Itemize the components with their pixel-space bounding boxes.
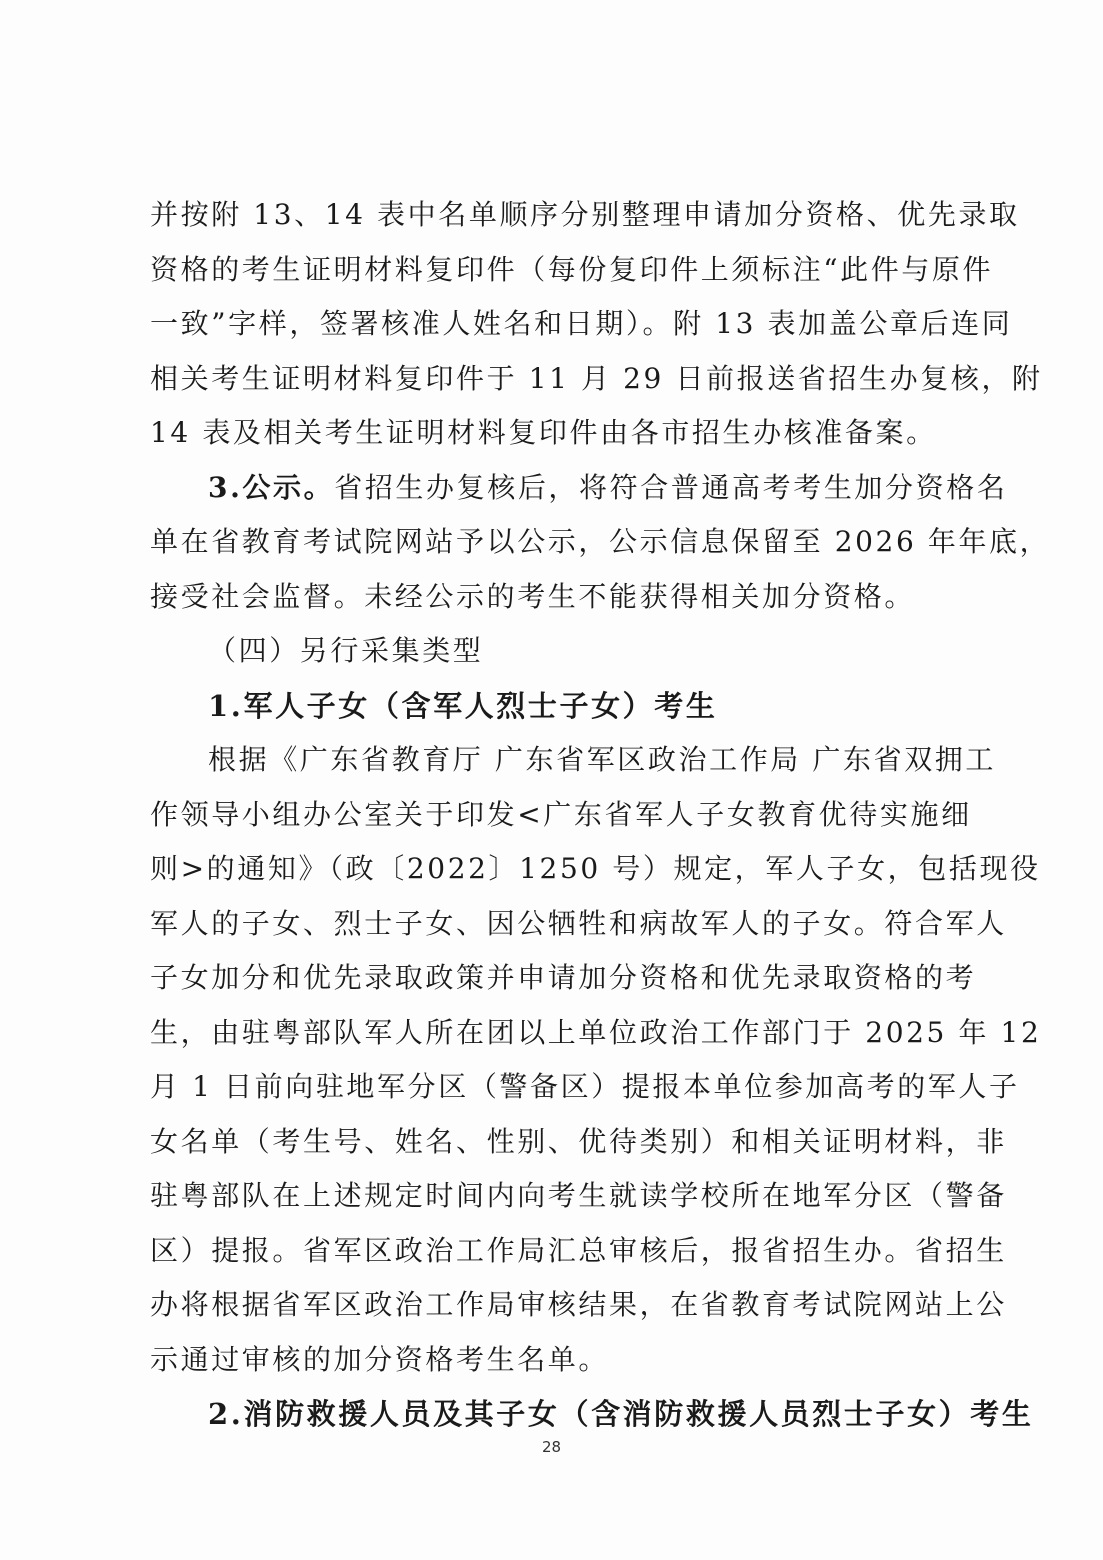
paragraph-3-line-4: 军人的子女、烈士子女、因公牺牲和病故军人的子女。符合军人 — [150, 906, 1007, 940]
paragraph-3-line-6: 生，由驻粤部队军人所在团以上单位政治工作部门于 2025 年 12 — [150, 1015, 1042, 1049]
paragraph-3-line-9: 驻粤部队在上述规定时间内向考生就读学校所在地军分区（警备 — [150, 1179, 1007, 1212]
paragraph-3-line-1: 根据《广东省教育厅 广东省军区政治工作局 广东省双拥工 — [208, 743, 997, 776]
paragraph-2-line-2: 单在省教育考试院网站予以公示，公示信息保留至 2026 年年底， — [150, 525, 1051, 558]
body-text — [150, 188, 1051, 1442]
paragraph-2-line-1-rest: 省招生办复核后，将符合普通高考考生加分资格名 — [334, 470, 1008, 504]
paragraph-2-line-1 — [150, 461, 1008, 516]
paragraph-1-line-1: 并按附 13、14 表中名单顺序分别整理申请加分资格、优先录取 — [150, 198, 1020, 231]
paragraph-1-line-5: 14 表及相关考生证明材料复印件由各市招生办核准备案。 — [150, 416, 937, 449]
paragraph-3-line-10: 区）提报。省军区政治工作局汇总审核后，报省招生办。省招生 — [150, 1233, 1007, 1267]
paragraph-3-line-12: 示通过审核的加分资格考生名单。 — [150, 1342, 610, 1376]
paragraph-3-line-7: 月 1 日前向驻地军分区（警备区）提报本单位参加高考的军人子 — [150, 1070, 1020, 1103]
paragraph-1-line-3: 一致”字样，签署核准人姓名和日期）。附 13 表加盖公章后连同 — [150, 307, 1013, 340]
subsection-2-title: 2.消防救援人员及其子女（含消防救援人员烈士子女）考生 — [208, 1397, 1034, 1431]
page-number: 28 — [541, 1438, 562, 1456]
paragraph-3-line-2: 作领导小组办公室关于印发<广东省军人子女教育优待实施细 — [150, 797, 972, 831]
paragraph-3-line-11: 办将根据省军区政治工作局审核结果，在省教育考试院网站上公 — [150, 1288, 1007, 1321]
paragraph-2-line-3: 接受社会监督。未经公示的考生不能获得相关加分资格。 — [150, 579, 916, 613]
paragraph-1-line-4: 相关考生证明材料复印件于 11 月 29 日前报送省招生办复核，附 — [150, 361, 1043, 395]
paragraph-2-lead: 3.公示。 — [208, 470, 335, 504]
paragraph-3-line-5: 子女加分和优先录取政策并申请加分资格和优先录取资格的考 — [150, 961, 977, 994]
paragraph-1-line-2: 资格的考生证明材料复印件（每份复印件上须标注“此件与原件 — [150, 252, 994, 286]
paragraph-3-line-3: 则>的通知》（政〔2022〕1250 号）规定，军人子女，包括现役 — [150, 852, 1041, 885]
section-4-title: （四）另行采集类型 — [208, 634, 484, 667]
subsection-1-title: 1.军人子女（含军人烈士子女）考生 — [208, 688, 718, 723]
paragraph-3-line-8: 女名单（考生号、姓名、性别、优待类别）和相关证明材料，非 — [150, 1124, 1007, 1158]
